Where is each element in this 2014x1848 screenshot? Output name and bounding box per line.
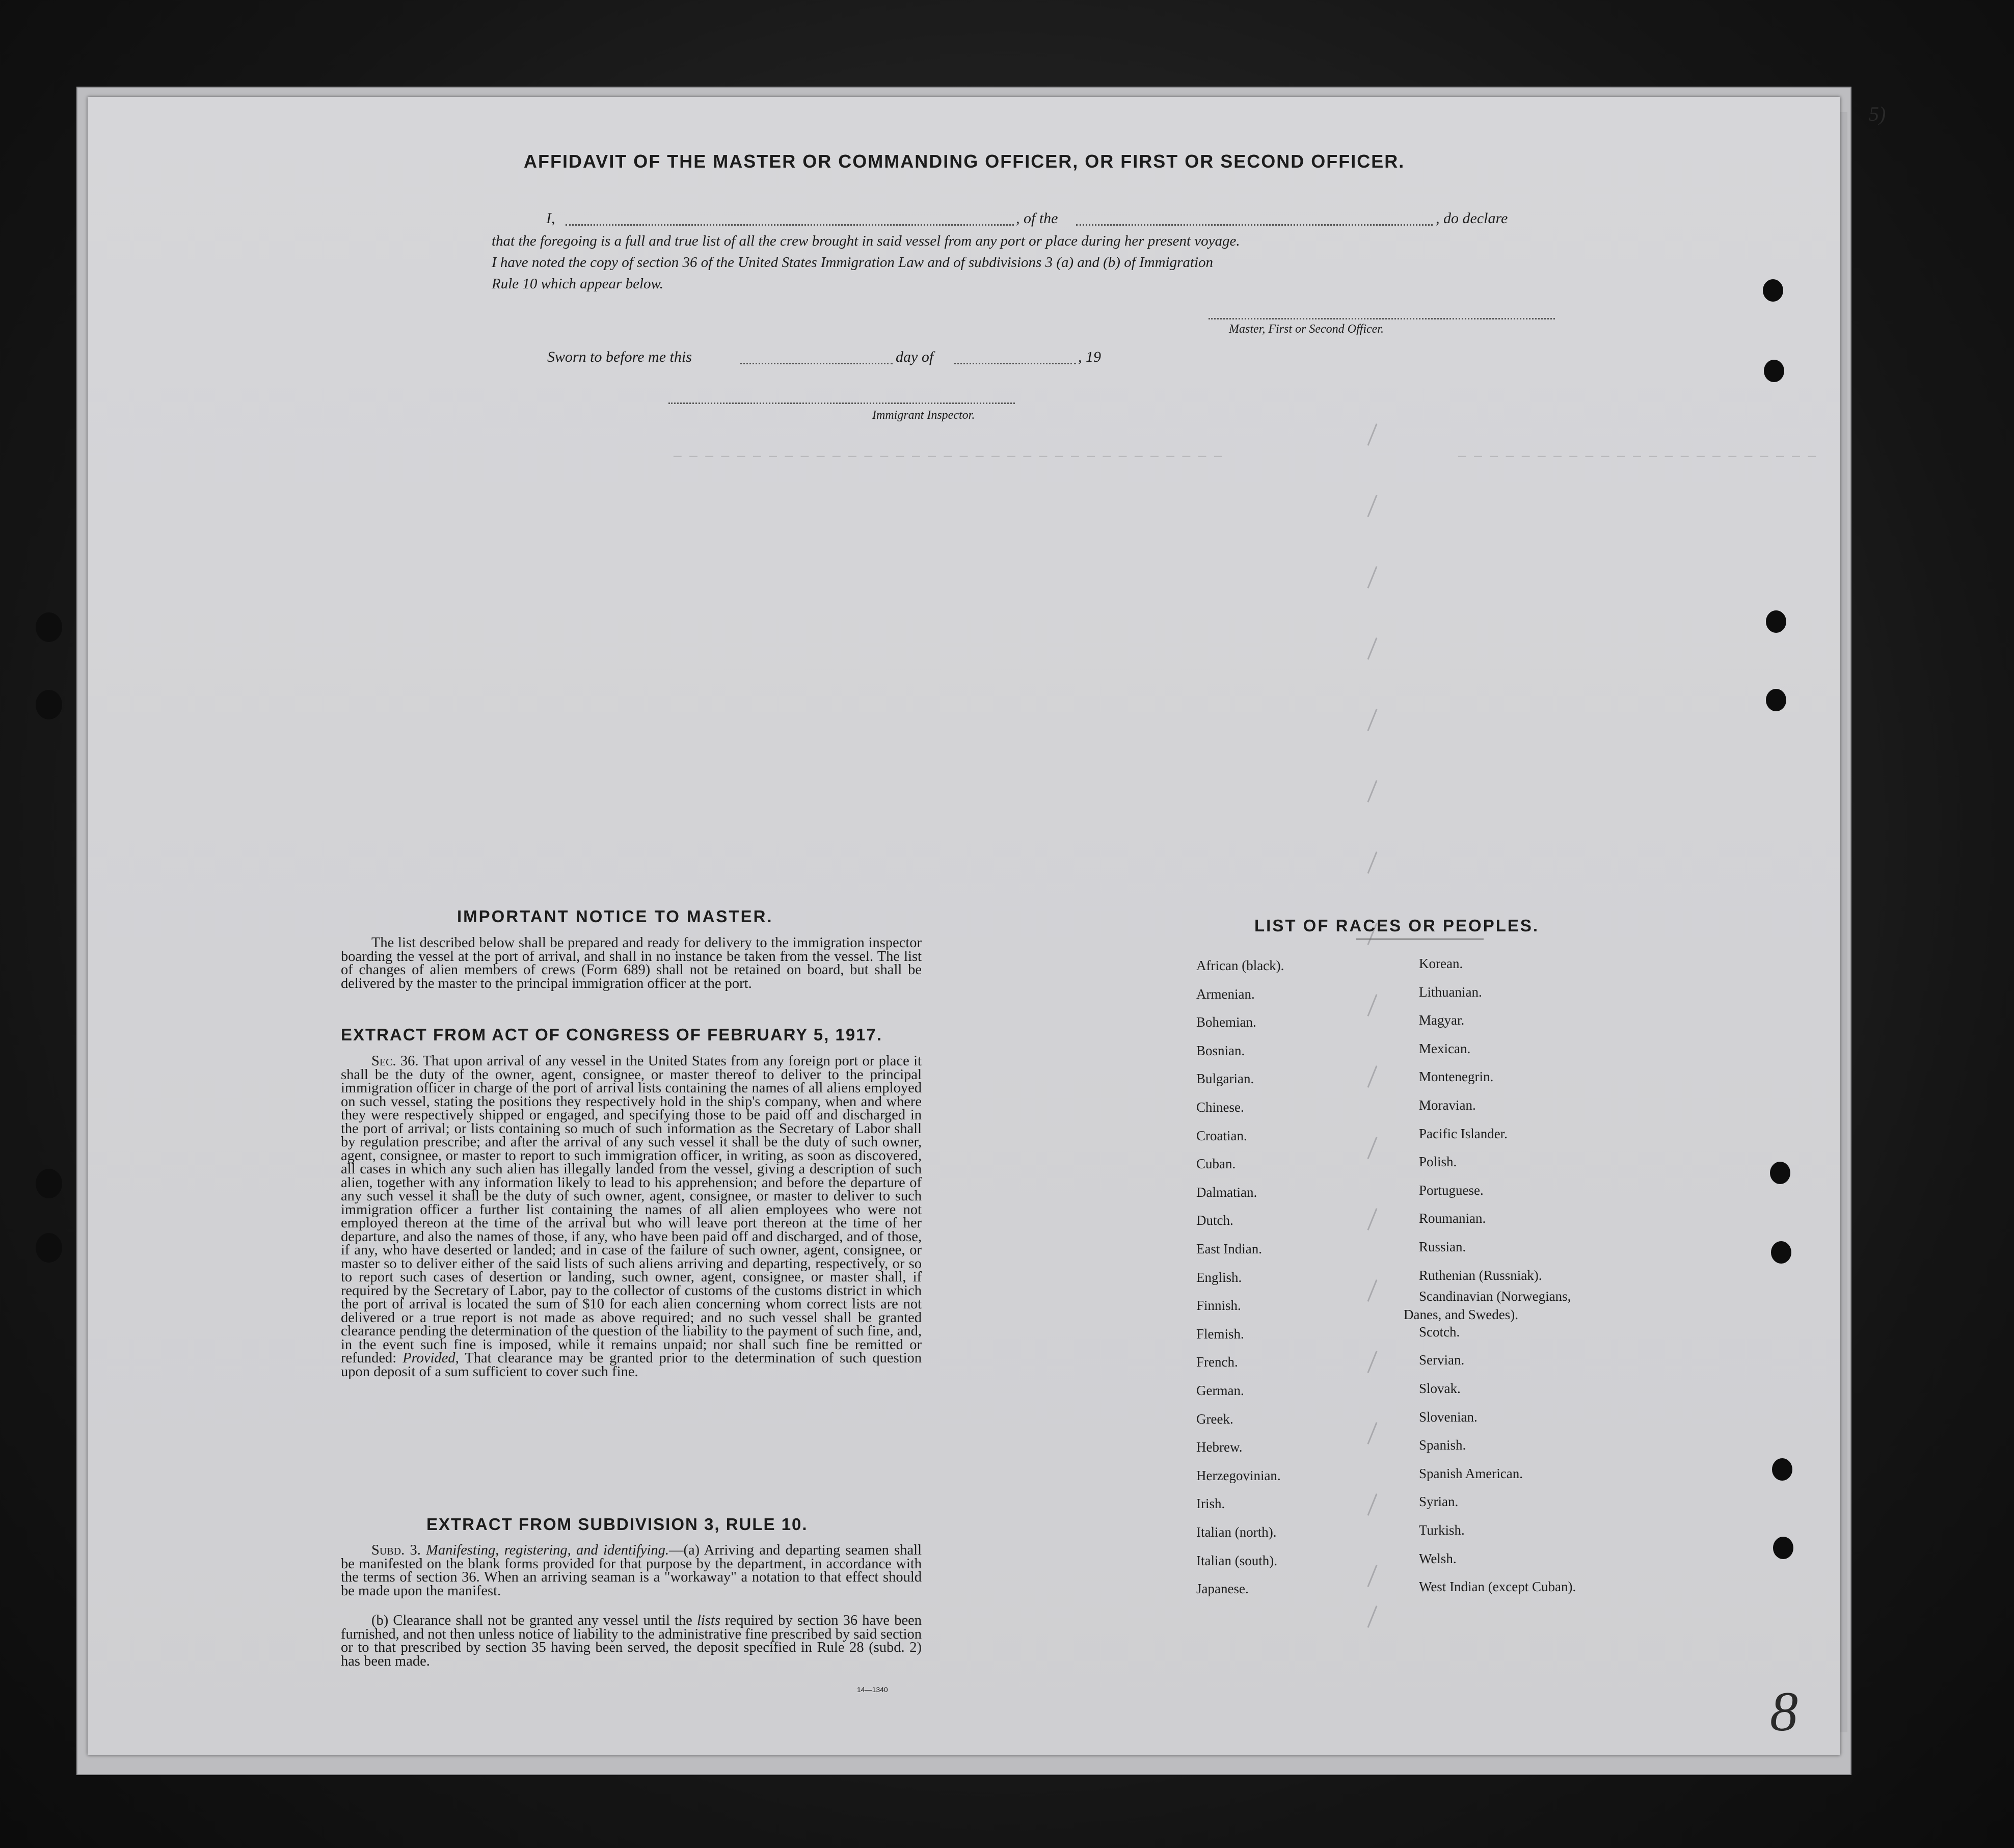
race-left-item: Bulgarian. [1196,1071,1254,1087]
inspector-signature-blank[interactable] [668,401,1015,404]
notice-heading: IMPORTANT NOTICE TO MASTER. [457,907,773,926]
rule-para-b-end: required by section 36 have been furnished, and not then unless notice of liability to the administrative fine prescribed by said section or to that prescribed by section 35 having been served, the deposit specified in Rule 28 (subd. 2) has been made. [341,1613,922,1669]
rule-subd: Subd. 3. [371,1542,421,1558]
race-left-item: Bohemian. [1196,1014,1256,1030]
race-right-item: Welsh. [1419,1550,1457,1566]
affidavit-line3: I have noted the copy of section 36 of the United States Immigration Law and of subdivisions 3 (a) and (b) of Immigration [492,254,1214,271]
race-left-item: African (black). [1196,958,1284,973]
rule-para-b [341,1614,922,1668]
act-heading: EXTRACT FROM ACT OF CONGRESS OF FEBRUARY 5, 1917. [341,1025,883,1044]
race-right-item: Portuguese. [1419,1182,1484,1198]
notice-body: The list described below shall be prepared and ready for delivery to the immigration inspector boarding the vessel at the port of arrival, and shall in no instance be taken from the vessel. The list of changes of alien members of crews (Form 689) shall not be retained on board, but shall be delivered by the master to the principal immigration officer at the port. [341,935,922,992]
race-right-item: Turkish. [1419,1522,1465,1538]
race-left-item: Greek. [1196,1411,1233,1427]
race-left-item: German. [1196,1383,1244,1398]
race-right-item: Slovenian. [1419,1409,1478,1425]
vessel-blank[interactable] [1076,223,1433,226]
act-text-end: That clearance may be granted prior to the determination of such question upon deposit of a sum sufficient to cover such fine. [341,1350,922,1380]
race-right-item: Syrian. [1419,1494,1459,1510]
punch-hole [36,1233,62,1263]
race-right-item: Spanish American. [1419,1465,1523,1481]
race-left-item: Croatian. [1196,1128,1247,1143]
race-right-item: Polish. [1419,1154,1457,1170]
race-right-item: Servian. [1419,1352,1465,1368]
races-heading: LIST OF RACES OR PEOPLES. [1254,916,1540,935]
punch-hole [1770,1162,1790,1184]
act-section: Sec. 36. [371,1053,419,1069]
handwritten-corner-mark: 5) [1869,102,1886,125]
race-left-item: Italian (south). [1196,1552,1277,1568]
race-right-item: Roumanian. [1419,1211,1486,1226]
affidavit-line4: Rule 10 which appear below. [492,276,663,292]
race-right-item: Spanish. [1419,1437,1466,1453]
inspector-caption: Immigrant Inspector. [872,409,975,422]
race-left-item: Bosnian. [1196,1042,1245,1058]
sworn-month-blank[interactable] [954,362,1076,364]
act-provided: Provided, [402,1350,459,1366]
document-page: — — — — — — — — — — — — — — — — — — — — — — — — — — — — — — — — — — — — — — — — — — — — — — — — — — — — — — — — — — AFFIDAVIT OF THE MASTER OR COMMANDING OFFICER, OR FIRST OR SECOND OFFICER. I, , of the , do declare that the foregoing is a full and true list of all the crew brought in said vessel from any port or place during her present voyage. I have noted the copy of section 36 of the United States Immigration Law and of subdivisions 3 (a) and (b) of Immigration Rule 10 which appear below. Master, First or Second Officer. Sworn to before me this day of , 19 Immigrant Inspector. IMPORTANT NOTICE TO MASTER. The list described below shall be prepared and ready for delivery to the immigration inspector boarding the vessel at the port of arrival, and shall in no instance be taken from the vessel. The list of changes of alien members of crews (Form 689) shall not be retained on board, but shall be delivered by the master to the principal immigration officer at the port. EXTRACT FROM ACT OF CONGRESS OF FEBRUARY 5, 1917. Sec. 36. That upon arrival of any vessel in the United States from any foreign port or place it shall be the duty of the owner, agent, consignee, or master thereof to deliver to the principal immigration officer in charge of the port of arrival lists containing the names of all aliens employed on such vessel, stating the positions they respectively hold in the ship's company, when and where they were respectively shipped or engaged, and specifying those to be paid off and discharged in the port of arrival; or lists containing so much of such information as the Secretary of Labor shall by regulation prescribe; and after the arrival of any such vessel it shall be the duty of such owner, agent, consignee, or master to report to such immigration officer, in writing, as soon as discovered, all cases in which any such alien has illegally landed from the vessel, giving a description of such alien, together with any information likely to lead to his apprehension; and before the departure of any such vessel it shall be the duty of such owner, agent, consignee, or master to deliver to such immigration officer a further list containing the names of all alien employees who were not employed thereon at the time of the arrival but who will leave port thereon at the time of her departure, and also the names of those, if any, who have been paid off and discharged, and of those, if any, who have deserted or landed; and in case of the failure of such owner, agent, consignee, or master so to deliver either of the said lists of such aliens arriving and departing, respectively, or so to report such cases of desertion or landing, such owner, agent, consignee, or master shall, if required by the Secretary of Labor, pay to the collector of customs of the customs district in which the port of arrival is located the sum of $10 for each alien concerning whom correct lists are not delivered or a true report is not made as above required; and no such vessel shall be granted clearance pending the determination of the question of the liability to the payment of such fine, and, in the event such fine is imposed, while it remains unpaid; nor shall such fine be remitted or refunded: Provided, That clearance may be granted prior to the determination of such question upon deposit of a sum sufficient to cover such fine. EXTRACT FROM SUBDIVISION 3, RULE 10. Subd. 3. Manifesting, registering, and identifying.—(a) Arriving and departing seamen shall be manifested on the blank forms provided for that purpose by the department, in accordance with the terms of section 36. When an arriving seaman is a "workaway" a notation to that effect should be made upon the manifest. (b) Clearance shall not be granted any vessel until the lists required by section 36 have been furnished, and not then unless notice of liability to the administrative fine prescribed by said section or to that prescribed by section 35 having been served, the deposit specified in Rule 28 (subd. 2) has been made. 14—1340 LIST OF RACES OR PEOPLES. Danes, and Swedes). 8 5) African (black). Armenian. Bohemian. Bosnian. Bulgarian. Chinese. Croatian. Cuban. Dalmatian. Dutch. East Indian. English. Finnish. Flemish. French. German. Greek. Hebrew. Herzegovinian. Irish. Italian (north). Italian (south). Japanese. Korean. Lithuanian. Magyar. Mexican. Montenegrin. Moravian. Pacific Islander. Polish. Portuguese. Roumanian. Russian. Ruthenian (Russniak). Scandinavian (Norwegians, Scotch. Servian. Slovak. Slovenian. Spanish. Spanish American. Syrian. Turkish. Welsh. West Indian (except Cuban). [88,97,1840,1755]
rule-heading: EXTRACT FROM SUBDIVISION 3, RULE 10. [426,1515,808,1534]
officer-signature-blank[interactable] [1209,317,1555,319]
affidavit-line2: that the foregoing is a full and true list of all the crew brought in said vessel from any port or place during her present voyage. [492,233,1240,249]
affidavit-line1-declare: , do declare [1436,210,1508,227]
punch-hole [36,1169,62,1198]
punch-hole [1773,1537,1793,1559]
punch-hole [1766,610,1786,633]
punch-hole [1771,1241,1791,1264]
race-right-item: Ruthenian (Russniak). [1419,1267,1542,1283]
race-left-item: Armenian. [1196,986,1255,1002]
name-blank[interactable] [566,223,1014,226]
punch-hole [1763,279,1783,302]
year-text: , 19 [1078,349,1101,365]
race-right-item: Pacific Islander. [1419,1126,1508,1141]
day-of-text: day of [896,349,934,365]
race-left-item: Hebrew. [1196,1439,1243,1455]
race-scandinavian-cont: Danes, and Swedes). [1404,1307,1518,1322]
affidavit-line1-i: I, [546,210,555,227]
race-left-item: East Indian. [1196,1241,1262,1256]
handwritten-page-number: 8 [1770,1680,1798,1743]
rule-subd-title: Manifesting, registering, and identifying. [426,1542,669,1558]
rule-para-a [341,1544,922,1598]
punch-hole [36,612,62,642]
race-left-item: Italian (north). [1196,1524,1277,1540]
act-body [341,1055,922,1379]
punch-hole [1772,1458,1792,1481]
race-left-item: Flemish. [1196,1326,1244,1342]
race-right-item: Mexican. [1419,1040,1471,1056]
race-right-item: Magyar. [1419,1012,1465,1028]
race-right-item: Korean. [1419,956,1463,971]
race-right-item: Lithuanian. [1419,984,1482,1000]
race-right-item: West Indian (except Cuban). [1419,1579,1576,1595]
race-right-item: Scotch. [1419,1324,1460,1340]
punch-hole [1766,689,1786,711]
form-number: 14—1340 [857,1685,888,1694]
race-left-item: French. [1196,1354,1238,1370]
punch-hole [36,690,62,719]
race-left-item: Chinese. [1196,1100,1244,1115]
sworn-text: Sworn to before me this [547,349,692,365]
rule-para-b-lists: lists [696,1613,720,1628]
officer-caption: Master, First or Second Officer. [1229,323,1384,336]
race-left-item: Dutch. [1196,1213,1233,1228]
race-right-item: Montenegrin. [1419,1069,1494,1085]
race-left-item: Irish. [1196,1496,1225,1512]
race-right-item: Scandinavian (Norwegians, [1419,1289,1571,1304]
race-left-item: Finnish. [1196,1298,1241,1314]
race-right-item: Slovak. [1419,1381,1461,1396]
rule-para-a-text: —(a) Arriving and departing seamen shall be manifested on the blank forms provided for that purpose by the department, in accordance with the terms of section 36. When an arriving seaman is a "workaway" a notation to that effect should be made upon the manifest. [341,1542,922,1599]
race-left-item: Dalmatian. [1196,1184,1257,1200]
punch-hole [1764,360,1784,382]
race-left-item: Herzegovinian. [1196,1467,1281,1483]
race-left-item: Cuban. [1196,1156,1236,1172]
race-right-item: Moravian. [1419,1097,1476,1113]
act-text: That upon arrival of any vessel in the United States from any foreign port or place it shall be the duty of the owner, agent, consignee, or master thereof to deliver to the principal immigration officer in charge of the port of arrival lists containing the names of all aliens employed on such vessel, stating the positions they respectively hold in the ship's company, when and where they were respectively shipped or engaged, and specifying those to be paid off and discharged in the port of arrival; or lists containing so much of such information as the Secretary of Labor shall by regulation prescribe; and after the arrival of any such vessel it shall be the duty of such owner, agent, consignee, or master to report to such immigration officer, in writing, as soon as discovered, all cases in which any such alien has illegally landed from the vessel, giving a description of such alien, together with any information likely to lead to his apprehension; and before the departure of any such vessel it shall be the duty of such owner, agent, consignee, or master to deliver to such immigration officer a further list containing the names of all alien employees who were not employed thereon at the time of the arrival but who will leave port thereon at the time of her departure, and also the names of those, if any, who have been paid off and discharged, and of those, if any, who have deserted or landed; and in case of the failure of such owner, agent, consignee, or master so to deliver either of the said lists of such aliens arriving and departing, respectively, or so to report such cases of desertion or landing, such owner, agent, consignee, or master shall, if required by the Secretary of Labor, pay to the collector of customs of the customs district in which the port of arrival is located the sum of $10 for each alien concerning whom correct lists are not delivered or a true report is not made as above required; and no such vessel shall be granted clearance pending the determination of the question of the liability to the payment of such fine, and, in the event such fine is imposed, while it remains unpaid; nor shall such fine be remitted or refunded: [341,1053,922,1366]
affidavit-title: AFFIDAVIT OF THE MASTER OR COMMANDING OFFICER, OR FIRST OR SECOND OFFICER. [524,151,1405,172]
race-right-item: Russian. [1419,1239,1466,1254]
race-left-item: Japanese. [1196,1581,1249,1597]
sworn-day-blank[interactable] [740,362,893,364]
race-left-item: English. [1196,1269,1242,1285]
races-rule [1356,939,1484,940]
rule-para-b-start: (b) Clearance shall not be granted any vessel until the [371,1613,692,1628]
affidavit-line1-of-the: , of the [1016,210,1058,227]
